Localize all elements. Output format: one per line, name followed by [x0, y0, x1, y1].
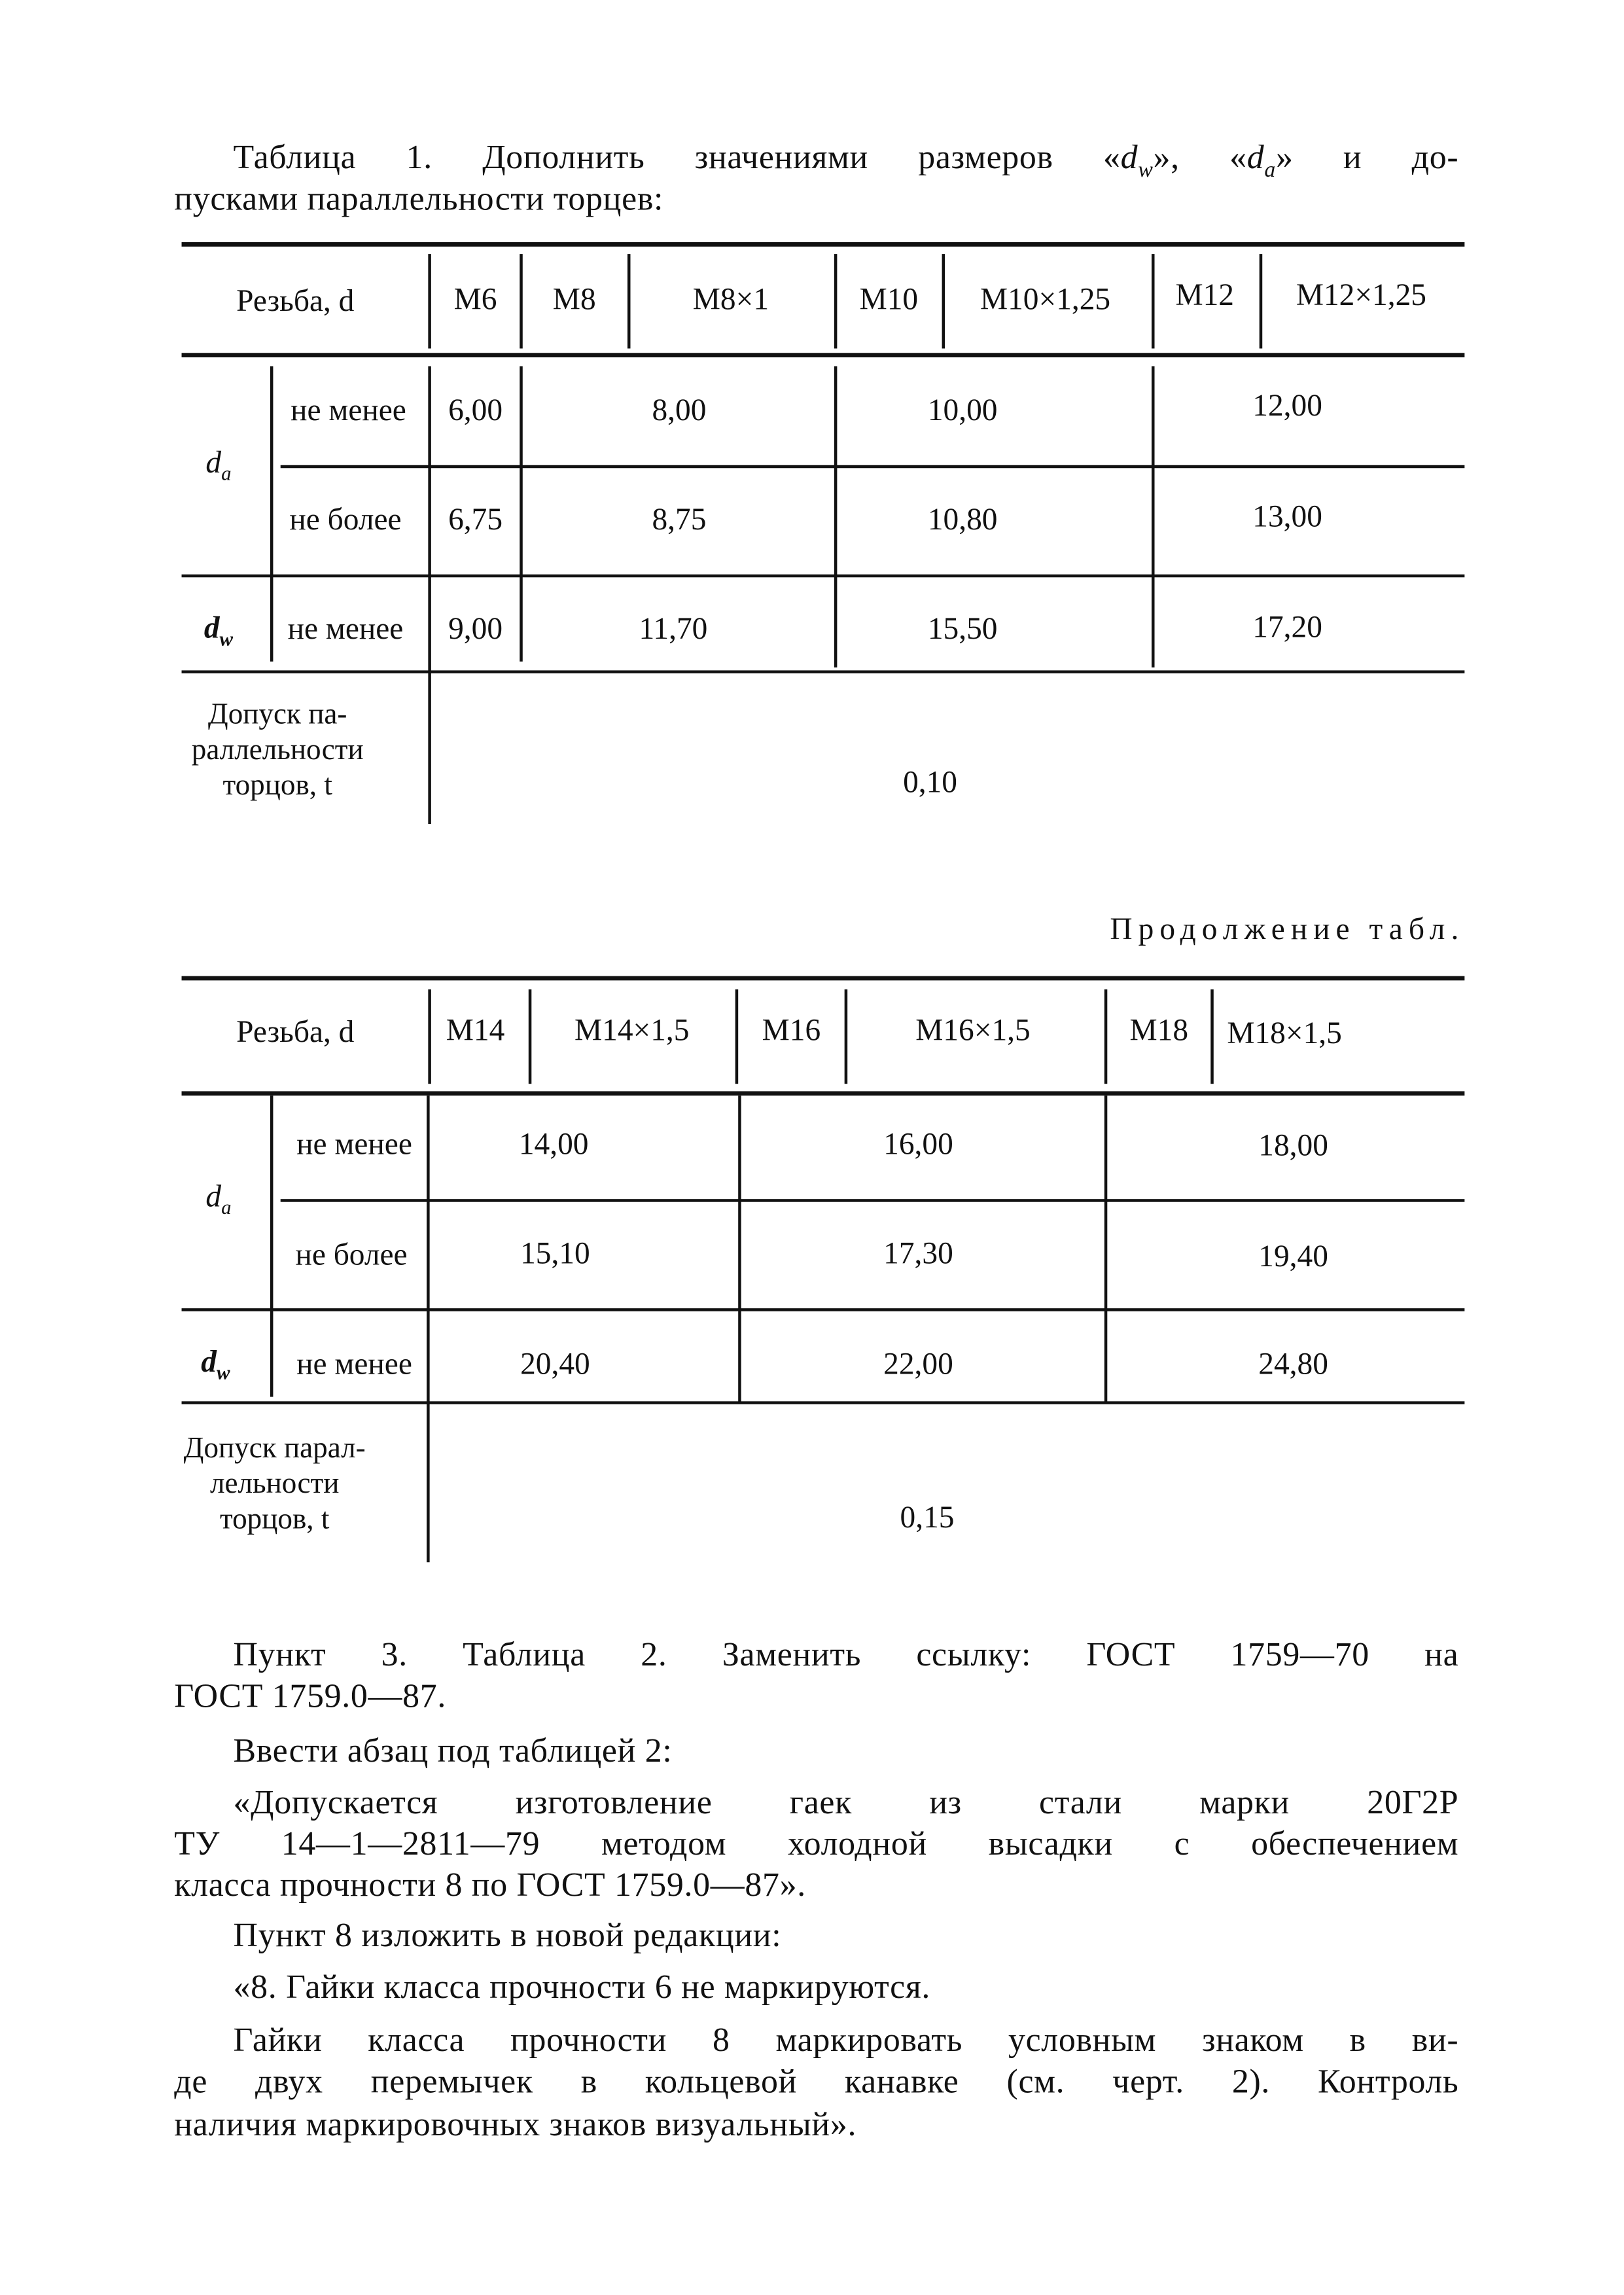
header-cell: M16: [762, 1012, 821, 1048]
divider: [428, 366, 431, 824]
label-line: торцов, t: [222, 769, 332, 802]
da-symbol: d: [1246, 139, 1265, 176]
header-cell: M6: [453, 281, 497, 317]
text-line: наличия маркировочных знаков визуальный».: [174, 2105, 857, 2143]
row-label-max: не более: [295, 1236, 408, 1272]
divider: [428, 989, 431, 1084]
header-cell: M8×1: [692, 281, 769, 317]
tolerance-label: [184, 1431, 366, 1537]
divider: [735, 989, 739, 1084]
value-cell: 16,00: [883, 1126, 953, 1162]
value-cell: 13,00: [1252, 498, 1322, 534]
divider: [738, 1095, 741, 1402]
text-line: ТУ 14—1—2811—79 методом холодной высадки с обеспечением: [174, 1824, 1459, 1862]
row-label-dw: не менее: [296, 1345, 412, 1381]
row-label-min: не менее: [291, 392, 406, 428]
dw-subscript: w: [219, 628, 234, 650]
rule: [182, 353, 1465, 357]
divider: [1210, 989, 1214, 1084]
table1-caption-line1: [234, 139, 1459, 184]
text-line: де двух перемычек в кольцевой канавке (см. черт. 2). Контроль: [174, 2063, 1459, 2100]
text-line: Пункт 8 изложить в новой редакции:: [233, 1916, 782, 1954]
caption-text: » и до-: [1275, 139, 1459, 176]
value-cell: 15,50: [927, 611, 998, 647]
value-cell: 17,30: [883, 1235, 953, 1271]
divider: [1104, 989, 1108, 1084]
label-line: лельности: [209, 1467, 340, 1501]
value-cell: 14,00: [518, 1126, 589, 1162]
row-label-min: не менее: [296, 1126, 412, 1162]
header-thread: Резьба, d: [236, 1014, 355, 1050]
value-cell: 11,70: [639, 611, 708, 647]
header-cell: M8: [552, 281, 596, 317]
divider: [1104, 1095, 1108, 1402]
header-cell: M14: [446, 1012, 505, 1048]
table1-caption-line2: пусками параллельности торцев:: [174, 180, 664, 217]
text-line: «8. Гайки класса прочности 6 не маркируются.: [233, 1968, 931, 2006]
value-cell: 12,00: [1252, 387, 1322, 423]
divider: [942, 254, 945, 348]
divider: [1152, 254, 1155, 348]
divider: [834, 254, 838, 348]
value-cell: 6,75: [448, 501, 503, 537]
rule: [281, 465, 1465, 469]
rule: [281, 1199, 1465, 1202]
divider: [427, 1095, 430, 1562]
divider: [428, 254, 431, 348]
caption-text: », «: [1153, 139, 1247, 176]
divider: [520, 254, 523, 348]
text-line: класса прочности 8 по ГОСТ 1759.0—87».: [174, 1866, 806, 1904]
header-thread: Резьба, d: [236, 283, 355, 319]
row-label-max: не более: [289, 501, 402, 537]
header-cell: M18×1,5: [1227, 1015, 1342, 1051]
dw-label: [204, 610, 233, 652]
value-cell: 6,00: [448, 392, 503, 428]
da-symbol: d: [205, 444, 222, 480]
da-subscript: a: [221, 462, 232, 485]
divider: [845, 989, 848, 1084]
rule: [182, 1401, 1465, 1404]
divider: [520, 366, 523, 662]
da-subscript: a: [221, 1196, 232, 1219]
divider: [1260, 254, 1263, 348]
header-cell: M12×1,25: [1296, 277, 1426, 313]
rule: [182, 670, 1465, 673]
dw-symbol: d: [1120, 139, 1139, 176]
label-line: торцов, t: [219, 1503, 330, 1536]
header-cell: M10: [859, 281, 919, 317]
dw-label: [201, 1343, 230, 1385]
header-cell: M10×1,25: [980, 281, 1111, 317]
header-cell: M18: [1129, 1012, 1189, 1048]
text-line: Ввести абзац под таблицей 2:: [233, 1732, 673, 1770]
da-label: [205, 444, 231, 486]
text-line: ГОСТ 1759.0—87.: [174, 1677, 447, 1715]
divider: [270, 366, 274, 662]
dw-subscript: w: [217, 1361, 230, 1384]
dw-subscript: w: [1138, 158, 1154, 183]
value-cell: 15,10: [520, 1235, 590, 1271]
value-cell: 24,80: [1258, 1345, 1328, 1381]
dw-symbol: d: [203, 609, 220, 645]
label-line: Допуск парал-: [183, 1432, 366, 1465]
row-label-dw: не менее: [287, 611, 404, 647]
value-cell: 9,00: [448, 611, 503, 647]
divider: [1152, 366, 1155, 667]
text-line: Пункт 3. Таблица 2. Заменить ссылку: ГОСТ 1759—70 на: [233, 1636, 1459, 1673]
header-cell: M16×1,5: [915, 1012, 1031, 1048]
value-cell: 18,00: [1258, 1127, 1328, 1163]
caption-text: Таблица 1. Дополнить значениями размеров «: [233, 139, 1121, 176]
value-cell: 8,00: [652, 392, 707, 428]
divider: [529, 989, 532, 1084]
header-cell: M14×1,5: [574, 1012, 690, 1048]
value-cell: 20,40: [520, 1345, 590, 1381]
tolerance-value: 0,10: [903, 764, 957, 800]
rule: [182, 976, 1465, 980]
tolerance-label: [192, 697, 364, 803]
rule: [182, 1091, 1465, 1095]
tolerance-value: 0,15: [900, 1499, 955, 1535]
divider: [627, 254, 631, 348]
rule: [182, 1308, 1465, 1311]
da-subscript: a: [1264, 158, 1276, 183]
divider: [834, 366, 838, 667]
label-line: раллельности: [191, 734, 364, 767]
rule: [182, 242, 1465, 247]
value-cell: 19,40: [1258, 1237, 1328, 1274]
dw-symbol: d: [201, 1343, 217, 1379]
label-line: Допуск па-: [207, 698, 347, 731]
value-cell: 10,00: [927, 392, 998, 428]
da-label: [205, 1178, 231, 1220]
continuation-label: Продолжение табл.: [1110, 911, 1465, 947]
value-cell: 10,80: [927, 501, 998, 537]
divider: [270, 1095, 274, 1397]
header-cell: M12: [1175, 277, 1234, 313]
text-line: Гайки класса прочности 8 маркировать условным знаком в ви-: [233, 2021, 1459, 2059]
rule: [182, 575, 1465, 578]
value-cell: 22,00: [883, 1345, 953, 1381]
text-line: «Допускается изготовление гаек из стали марки 20Г2Р: [233, 1783, 1459, 1821]
value-cell: 8,75: [652, 501, 707, 537]
value-cell: 17,20: [1252, 609, 1322, 645]
da-symbol: d: [205, 1178, 222, 1214]
